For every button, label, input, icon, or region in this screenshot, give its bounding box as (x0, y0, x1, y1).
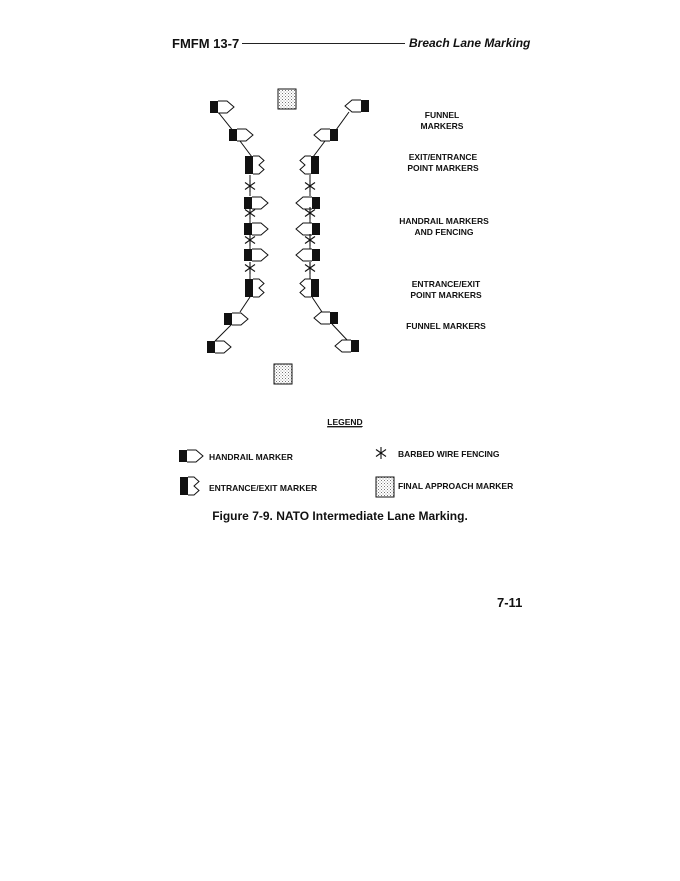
right-lane-edge (296, 100, 369, 352)
barbed-wire-icon (376, 447, 386, 459)
handrail-marker (335, 340, 359, 352)
final-approach-marker-top (278, 89, 296, 109)
label-exit-entrance-1: EXIT/ENTRANCE (408, 152, 478, 162)
final-approach-marker-icon (376, 477, 394, 497)
handrail-marker (345, 100, 369, 112)
left-lane-edge (207, 101, 268, 353)
handrail-marker (207, 341, 231, 353)
handrail-marker (296, 249, 320, 261)
legend-final-approach-label: FINAL APPROACH MARKER (398, 481, 514, 491)
label-exit-entrance-2: POINT MARKERS (407, 163, 479, 173)
entrance-exit-marker (245, 279, 264, 297)
legend-final-approach (376, 477, 513, 497)
handrail-marker (314, 129, 338, 141)
label-entrance-exit-1: ENTRANCE/EXIT (411, 279, 481, 289)
figure-caption: Figure 7-9. NATO Intermediate Lane Marking. (212, 509, 468, 523)
label-handrail-1: HANDRAIL MARKERS (399, 216, 489, 226)
handrail-marker (296, 197, 320, 209)
barbed-wire-icon (305, 262, 315, 274)
header-document-id: FMFM 13-7 (172, 36, 240, 51)
entrance-exit-marker (300, 156, 319, 174)
handrail-marker (224, 313, 248, 325)
handrail-marker-icon (179, 450, 203, 462)
legend-handrail (179, 450, 293, 462)
entrance-exit-marker (245, 156, 264, 174)
handrail-marker (244, 197, 268, 209)
label-handrail-2: AND FENCING (414, 227, 474, 237)
handrail-marker (210, 101, 234, 113)
label-funnel-top-2: MARKERS (420, 121, 464, 131)
handrail-marker (244, 223, 268, 235)
header-section-title: Breach Lane Marking (409, 36, 531, 50)
barbed-wire-icon (245, 234, 255, 246)
legend-barbed-wire-label: BARBED WIRE FENCING (398, 449, 500, 459)
handrail-marker (314, 312, 338, 324)
barbed-wire-icon (245, 180, 255, 192)
page-number: 7-11 (497, 595, 523, 610)
handrail-marker (296, 223, 320, 235)
label-funnel-bottom: FUNNEL MARKERS (406, 321, 486, 331)
handrail-marker (244, 249, 268, 261)
legend-entrance-exit (180, 477, 317, 495)
label-entrance-exit-2: POINT MARKERS (410, 290, 482, 300)
legend-title: LEGEND (327, 417, 363, 427)
legend-handrail-label: HANDRAIL MARKER (209, 452, 293, 462)
legend-barbed-wire (376, 447, 500, 459)
barbed-wire-icon (305, 180, 315, 192)
final-approach-marker-bottom (274, 364, 292, 384)
handrail-marker (229, 129, 253, 141)
legend-entrance-exit-label: ENTRANCE/EXIT MARKER (209, 483, 318, 493)
label-funnel-top-1: FUNNEL (424, 110, 460, 120)
barbed-wire-icon (305, 234, 315, 246)
barbed-wire-icon (245, 262, 255, 274)
entrance-exit-marker (300, 279, 319, 297)
entrance-exit-marker-icon (180, 477, 199, 495)
